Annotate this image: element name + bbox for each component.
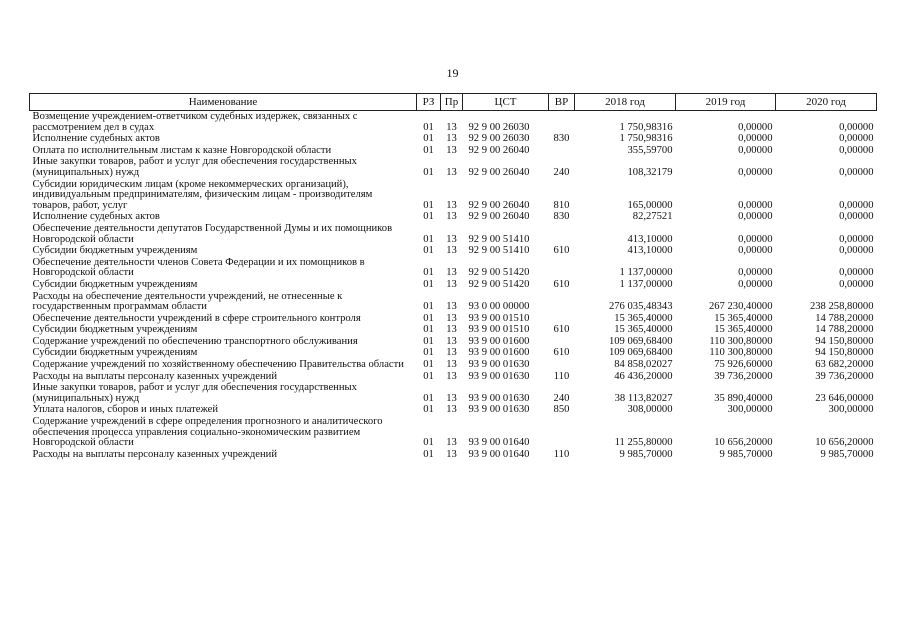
cell-vr: 830 bbox=[553, 211, 570, 223]
cell-2018: 1 137,00000 bbox=[619, 278, 673, 290]
table-row bbox=[30, 347, 877, 359]
cell-vr: 610 bbox=[553, 278, 570, 290]
table-row bbox=[30, 279, 877, 291]
cell-2019: 0,00000 bbox=[738, 211, 773, 223]
cell-2019: 0,00000 bbox=[738, 133, 773, 145]
cell-2020: 9 985,70000 bbox=[820, 448, 874, 460]
cell-2019: 10 656,20000 bbox=[714, 437, 773, 449]
cell-rz: 01 bbox=[423, 233, 434, 245]
budget-table bbox=[29, 93, 877, 460]
cell-2020: 238 258,80000 bbox=[809, 301, 874, 313]
cell-vr bbox=[549, 416, 575, 449]
cell-cst: 93 9 00 01640 bbox=[468, 448, 530, 460]
cell-2018: 11 255,80000 bbox=[614, 437, 673, 449]
cell-cst: 92 9 00 26030 bbox=[468, 121, 530, 133]
cell-rz: 01 bbox=[423, 448, 434, 460]
cell-2020: 94 150,80000 bbox=[815, 335, 874, 347]
cell-2018: 46 436,20000 bbox=[614, 370, 673, 382]
cell-2020: 39 736,20000 bbox=[815, 370, 874, 382]
cell-vr bbox=[549, 111, 575, 134]
cell-2019: 300,00000 bbox=[727, 404, 773, 416]
page-number: 19 bbox=[446, 66, 459, 80]
cell-2019: 0,00000 bbox=[738, 199, 773, 211]
table-row bbox=[30, 145, 877, 157]
cell-name: Содержание учреждений по обеспечению транспортного обслуживания bbox=[32, 335, 358, 347]
cell-rz: 01 bbox=[423, 324, 434, 336]
cell-pr: 13 bbox=[446, 448, 457, 460]
cell-rz: 01 bbox=[423, 211, 434, 223]
cell-name: Расходы на выплаты персоналу казенных учреждений bbox=[32, 448, 277, 460]
cell-2018: 413,10000 bbox=[627, 245, 673, 257]
cell-name: Содержание учреждений по хозяйственному обеспечению Правительства области bbox=[32, 359, 404, 371]
cell-name: Обеспечение деятельности учреждений в сфере строительного контроля bbox=[32, 312, 361, 324]
cell-pr: 13 bbox=[446, 121, 457, 133]
cell-vr: 110 bbox=[553, 370, 570, 382]
cell-2019: 110 300,80000 bbox=[709, 347, 773, 359]
cell-2020: 10 656,20000 bbox=[815, 437, 874, 449]
cell-name: Возмещение учреждением-ответчиком судебных издержек, связанных с рассмотрением дел в судах bbox=[32, 111, 358, 133]
cell-2018: 15 365,40000 bbox=[614, 324, 673, 336]
table-row bbox=[30, 382, 877, 404]
cell-vr: 830 bbox=[553, 133, 570, 145]
cell-vr: 610 bbox=[553, 324, 570, 336]
cell-name: Субсидии юридическим лицам (кроме некоммерческих организаций), индивидуальным предпринимателям, физическим лицам - производителям товаров, работ, услуг bbox=[32, 178, 373, 211]
cell-cst: 92 9 00 26030 bbox=[468, 133, 530, 145]
cell-cst: 92 9 00 51420 bbox=[468, 267, 530, 279]
cell-rz: 01 bbox=[423, 437, 434, 449]
cell-2018: 9 985,70000 bbox=[619, 448, 673, 460]
table-row bbox=[30, 211, 877, 223]
cell-cst: 92 9 00 26040 bbox=[468, 144, 530, 156]
cell-vr bbox=[549, 313, 575, 325]
table-row bbox=[30, 404, 877, 416]
cell-rz: 01 bbox=[423, 392, 434, 404]
cell-2020: 0,00000 bbox=[839, 144, 874, 156]
cell-2019: 9 985,70000 bbox=[719, 448, 773, 460]
cell-rz: 01 bbox=[423, 312, 434, 324]
header-name: Наименование bbox=[30, 94, 417, 111]
cell-name: Расходы на выплаты персоналу казенных учреждений bbox=[32, 370, 277, 382]
table-row bbox=[30, 257, 877, 279]
cell-vr bbox=[549, 257, 575, 279]
cell-cst: 92 9 00 51410 bbox=[468, 245, 530, 257]
cell-2020: 0,00000 bbox=[839, 267, 874, 279]
cell-cst: 92 9 00 26040 bbox=[468, 199, 530, 211]
table-row bbox=[30, 359, 877, 371]
cell-2018: 109 069,68400 bbox=[608, 335, 673, 347]
cell-2019: 39 736,20000 bbox=[714, 370, 773, 382]
cell-2018: 38 113,82027 bbox=[614, 392, 673, 404]
cell-rz: 01 bbox=[423, 133, 434, 145]
cell-2018: 355,59700 bbox=[627, 144, 673, 156]
cell-2018: 308,00000 bbox=[627, 404, 673, 416]
cell-2019: 15 365,40000 bbox=[714, 312, 773, 324]
cell-name: Исполнение судебных актов bbox=[32, 133, 160, 145]
cell-pr: 13 bbox=[446, 392, 457, 404]
cell-vr bbox=[549, 145, 575, 157]
header-2019: 2019 год bbox=[676, 94, 776, 111]
cell-pr: 13 bbox=[446, 211, 457, 223]
header-vr: ВР bbox=[549, 94, 575, 111]
cell-2020: 23 646,00000 bbox=[815, 392, 874, 404]
cell-2019: 110 300,80000 bbox=[709, 335, 773, 347]
cell-2018: 15 365,40000 bbox=[614, 312, 673, 324]
table-header bbox=[30, 94, 877, 111]
cell-pr: 13 bbox=[446, 312, 457, 324]
cell-2020: 0,00000 bbox=[839, 121, 874, 133]
cell-rz: 01 bbox=[423, 404, 434, 416]
cell-name: Оплата по исполнительным листам к казне Новгородской области bbox=[32, 144, 332, 156]
cell-vr: 810 bbox=[553, 199, 570, 211]
cell-cst: 93 9 00 01600 bbox=[468, 347, 530, 359]
cell-2018: 1 750,98316 bbox=[619, 121, 673, 133]
cell-vr bbox=[549, 336, 575, 348]
cell-2018: 84 858,02027 bbox=[614, 359, 673, 371]
cell-2019: 0,00000 bbox=[738, 245, 773, 257]
cell-vr bbox=[549, 223, 575, 245]
cell-vr: 610 bbox=[553, 245, 570, 257]
cell-cst: 93 9 00 01630 bbox=[468, 392, 530, 404]
table-body bbox=[30, 111, 877, 461]
cell-2019: 0,00000 bbox=[738, 166, 773, 178]
cell-name: Субсидии бюджетным учреждениям bbox=[32, 278, 198, 290]
cell-cst: 93 9 00 01510 bbox=[468, 312, 530, 324]
cell-cst: 92 9 00 26040 bbox=[468, 166, 530, 178]
cell-2020: 0,00000 bbox=[839, 211, 874, 223]
cell-rz: 01 bbox=[423, 278, 434, 290]
cell-pr: 13 bbox=[446, 335, 457, 347]
cell-pr: 13 bbox=[446, 404, 457, 416]
cell-cst: 93 9 00 01630 bbox=[468, 359, 530, 371]
cell-2019: 267 230,40000 bbox=[708, 301, 773, 313]
cell-pr: 13 bbox=[446, 166, 457, 178]
cell-2020: 0,00000 bbox=[839, 233, 874, 245]
table-row bbox=[30, 111, 877, 134]
table-row bbox=[30, 156, 877, 178]
cell-cst: 93 9 00 01600 bbox=[468, 335, 530, 347]
cell-pr: 13 bbox=[446, 324, 457, 336]
cell-2019: 0,00000 bbox=[738, 233, 773, 245]
cell-name: Уплата налогов, сборов и иных платежей bbox=[32, 404, 219, 416]
table-row bbox=[30, 223, 877, 245]
cell-cst: 92 9 00 26040 bbox=[468, 211, 530, 223]
cell-2019: 15 365,40000 bbox=[714, 324, 773, 336]
header-2018: 2018 год bbox=[575, 94, 676, 111]
cell-2020: 14 788,20000 bbox=[815, 324, 874, 336]
cell-2018: 165,00000 bbox=[627, 199, 673, 211]
cell-2019: 75 926,60000 bbox=[714, 359, 773, 371]
cell-name: Субсидии бюджетным учреждениям bbox=[32, 324, 198, 336]
cell-name: Иные закупки товаров, работ и услуг для обеспечения государственных (муниципальных) нужд bbox=[32, 382, 357, 404]
cell-2020: 94 150,80000 bbox=[815, 347, 874, 359]
table-row bbox=[30, 245, 877, 257]
cell-name: Обеспечение деятельности членов Совета Федерации и их помощников в Новгородской области bbox=[32, 256, 365, 279]
cell-pr: 13 bbox=[446, 437, 457, 449]
cell-pr: 13 bbox=[446, 233, 457, 245]
cell-vr: 240 bbox=[553, 392, 570, 404]
cell-pr: 13 bbox=[446, 199, 457, 211]
cell-2019: 35 890,40000 bbox=[714, 392, 773, 404]
table-row bbox=[30, 179, 877, 212]
cell-name: Иные закупки товаров, работ и услуг для обеспечения государственных (муниципальных) нужд bbox=[32, 156, 357, 178]
cell-rz: 01 bbox=[423, 370, 434, 382]
header-2020: 2020 год bbox=[776, 94, 877, 111]
cell-vr bbox=[549, 291, 575, 313]
cell-pr: 13 bbox=[446, 144, 457, 156]
cell-cst: 92 9 00 51420 bbox=[468, 278, 530, 290]
cell-pr: 13 bbox=[446, 267, 457, 279]
cell-pr: 13 bbox=[446, 278, 457, 290]
cell-2020: 0,00000 bbox=[839, 278, 874, 290]
cell-rz: 01 bbox=[423, 267, 434, 279]
cell-2020: 0,00000 bbox=[839, 199, 874, 211]
cell-vr: 240 bbox=[553, 166, 570, 178]
cell-cst: 93 9 00 01510 bbox=[468, 324, 530, 336]
header-pr: Пр bbox=[441, 94, 463, 111]
cell-name: Субсидии бюджетным учреждениям bbox=[32, 347, 198, 359]
cell-2018: 109 069,68400 bbox=[608, 347, 673, 359]
cell-2019: 0,00000 bbox=[738, 278, 773, 290]
cell-name: Расходы на обеспечение деятельности учреждений, не отнесенные к государственным программам области bbox=[32, 290, 343, 313]
cell-rz: 01 bbox=[423, 347, 434, 359]
header-rz: РЗ bbox=[417, 94, 441, 111]
cell-2020: 14 788,20000 bbox=[815, 312, 874, 324]
cell-rz: 01 bbox=[423, 359, 434, 371]
cell-cst: 93 9 00 01630 bbox=[468, 370, 530, 382]
cell-vr: 110 bbox=[553, 448, 570, 460]
table-row bbox=[30, 324, 877, 336]
cell-cst: 92 9 00 51410 bbox=[468, 233, 530, 245]
cell-name: Исполнение судебных актов bbox=[32, 211, 160, 223]
cell-pr: 13 bbox=[446, 347, 457, 359]
cell-2019: 0,00000 bbox=[738, 267, 773, 279]
cell-name: Субсидии бюджетным учреждениям bbox=[32, 245, 198, 257]
table-row bbox=[30, 291, 877, 313]
cell-pr: 13 bbox=[446, 133, 457, 145]
cell-cst: 93 9 00 01630 bbox=[468, 404, 530, 416]
cell-vr: 610 bbox=[553, 347, 570, 359]
cell-2019: 0,00000 bbox=[738, 144, 773, 156]
header-cst: ЦСТ bbox=[463, 94, 549, 111]
cell-rz: 01 bbox=[423, 199, 434, 211]
cell-vr bbox=[549, 359, 575, 371]
cell-2018: 1 750,98316 bbox=[619, 133, 673, 145]
table-row bbox=[30, 416, 877, 449]
cell-rz: 01 bbox=[423, 245, 434, 257]
cell-2020: 0,00000 bbox=[839, 245, 874, 257]
cell-2018: 276 035,48343 bbox=[608, 301, 673, 313]
cell-2018: 82,27521 bbox=[632, 211, 673, 223]
cell-rz: 01 bbox=[423, 144, 434, 156]
cell-name: Содержание учреждений в сфере определения прогнозного и аналитического обеспечения процесса управления социально-экономическим развитием Новгородской области bbox=[32, 416, 383, 449]
table-row bbox=[30, 336, 877, 348]
table-row bbox=[30, 313, 877, 325]
cell-rz: 01 bbox=[423, 301, 434, 313]
cell-rz: 01 bbox=[423, 335, 434, 347]
cell-2018: 1 137,00000 bbox=[619, 267, 673, 279]
cell-cst: 93 0 00 00000 bbox=[468, 301, 530, 313]
cell-cst: 93 9 00 01640 bbox=[468, 437, 530, 449]
table-row bbox=[30, 133, 877, 145]
cell-pr: 13 bbox=[446, 245, 457, 257]
table-row bbox=[30, 371, 877, 383]
cell-2020: 0,00000 bbox=[839, 166, 874, 178]
cell-rz: 01 bbox=[423, 166, 434, 178]
cell-pr: 13 bbox=[446, 301, 457, 313]
cell-2020: 300,00000 bbox=[828, 404, 874, 416]
cell-2020: 0,00000 bbox=[839, 133, 874, 145]
cell-pr: 13 bbox=[446, 370, 457, 382]
cell-2020: 63 682,20000 bbox=[815, 359, 874, 371]
cell-vr: 850 bbox=[553, 404, 570, 416]
cell-2018: 413,10000 bbox=[627, 233, 673, 245]
cell-name: Обеспечение деятельности депутатов Государственной Думы и их помощников Новгородской области bbox=[32, 222, 393, 245]
cell-2019: 0,00000 bbox=[738, 121, 773, 133]
cell-pr: 13 bbox=[446, 359, 457, 371]
cell-2018: 108,32179 bbox=[627, 166, 673, 178]
table-row bbox=[30, 449, 877, 461]
cell-rz: 01 bbox=[423, 121, 434, 133]
